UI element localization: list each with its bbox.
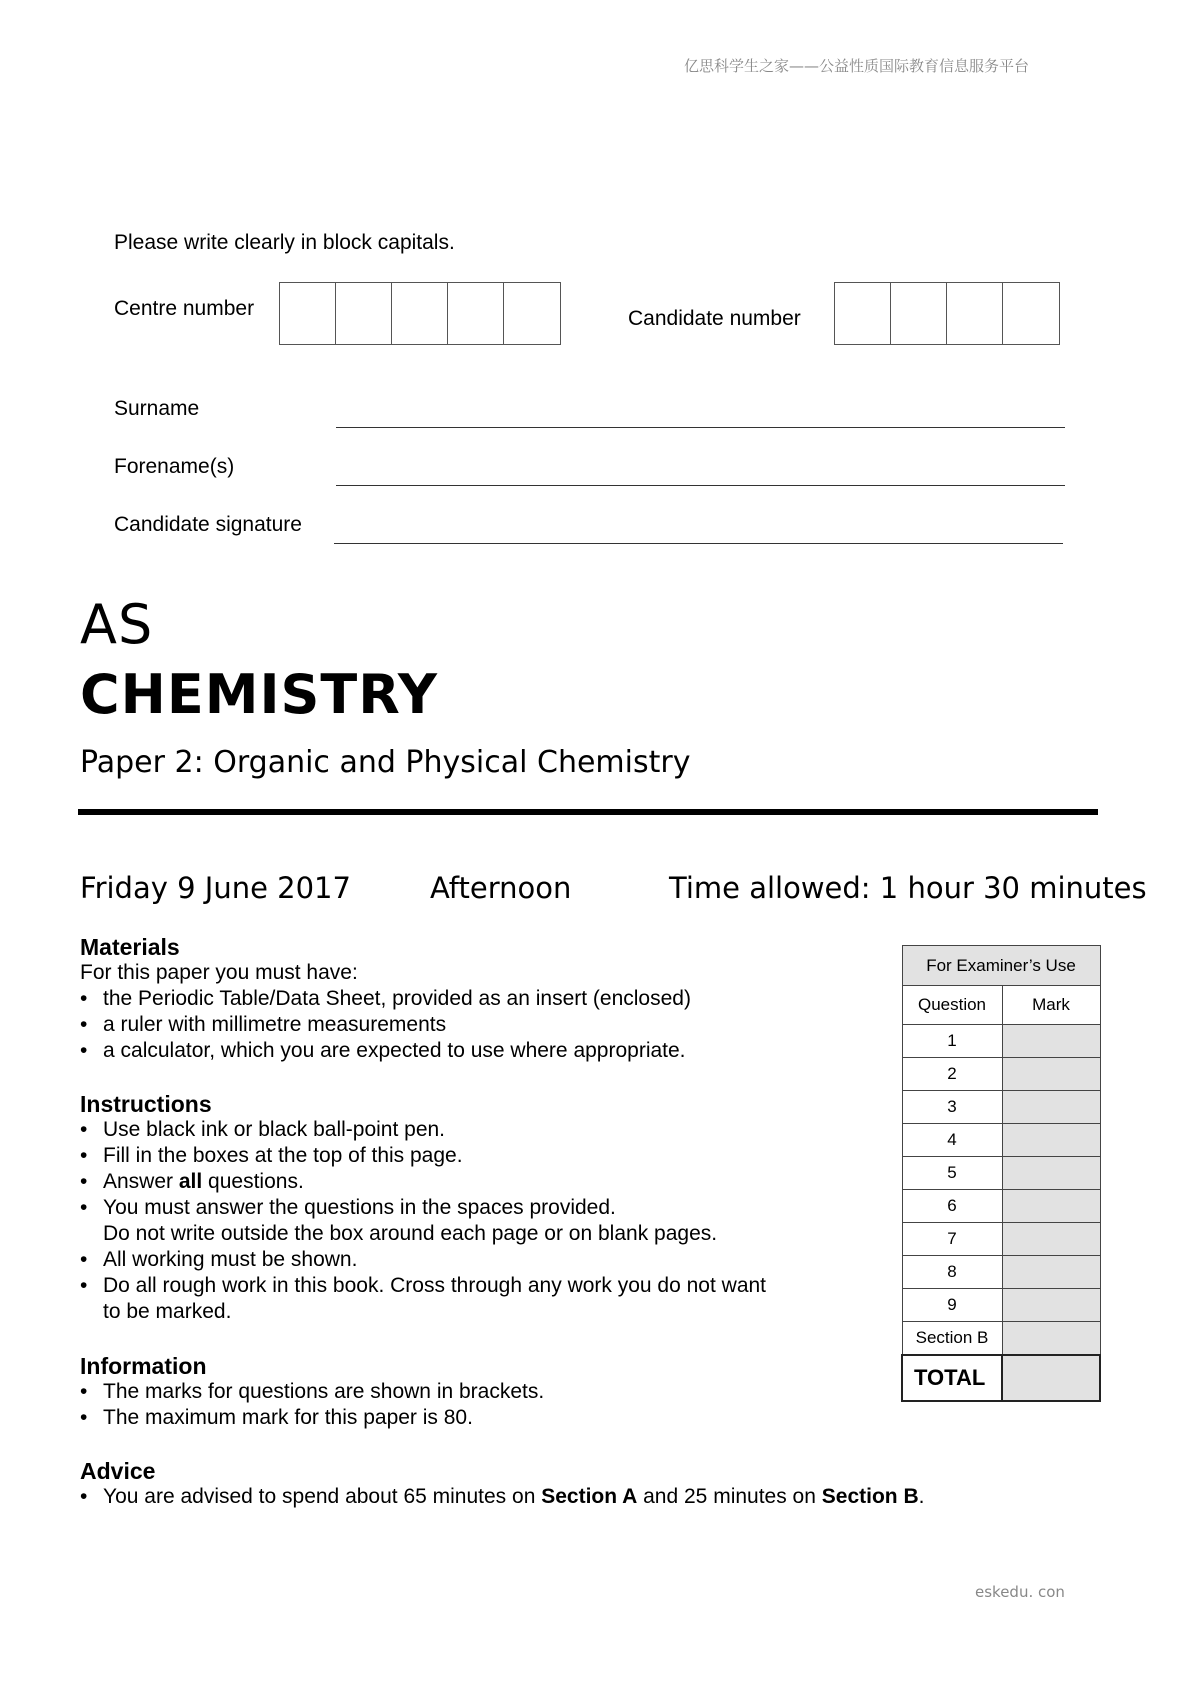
mark-cell — [1002, 1322, 1100, 1356]
level-title: AS — [80, 593, 154, 656]
list-item: • The marks for questions are shown in brackets. — [80, 1379, 860, 1405]
information-list — [80, 1379, 860, 1431]
centre-number-box[interactable] — [280, 283, 336, 344]
mark-cell — [1002, 1289, 1100, 1322]
paper-title: Paper 2: Organic and Physical Chemistry — [80, 745, 691, 780]
examiner-table-heading: For Examiner’s Use — [902, 946, 1100, 986]
centre-number-label: Centre number — [114, 297, 255, 320]
list-item: • All working must be shown. — [80, 1247, 860, 1273]
mark-cell — [1002, 1190, 1100, 1223]
advice-text: and 25 minutes on — [637, 1485, 822, 1508]
question-number: 8 — [902, 1256, 1002, 1289]
question-number: 9 — [902, 1289, 1002, 1322]
exam-time-allowed: Time allowed: 1 hour 30 minutes — [669, 871, 1147, 905]
advice-text: . — [918, 1485, 925, 1508]
watermark-top: 亿思科学生之家——公益性质国际教育信息服务平台 — [684, 57, 1030, 75]
list-item: • Use black ink or black ball-point pen. — [80, 1117, 860, 1143]
list-item — [80, 1273, 860, 1325]
question-number: 5 — [902, 1157, 1002, 1190]
signature-line[interactable] — [334, 543, 1063, 544]
candidate-number-box[interactable] — [947, 283, 1003, 344]
centre-number-box[interactable] — [504, 283, 560, 344]
mark-cell — [1002, 1157, 1100, 1190]
instructions-list — [80, 1117, 860, 1325]
question-number: 2 — [902, 1058, 1002, 1091]
candidate-number-box[interactable] — [891, 283, 947, 344]
mark-column-header: Mark — [1002, 986, 1100, 1025]
centre-number-box[interactable] — [448, 283, 504, 344]
candidate-number-box[interactable] — [835, 283, 891, 344]
list-item-text: Do all rough work in this book. Cross through any work you do not want — [103, 1274, 767, 1297]
form-instruction: Please write clearly in block capitals. — [114, 231, 455, 254]
question-number: 4 — [902, 1124, 1002, 1157]
answer-emphasis: all — [178, 1170, 203, 1193]
mark-cell — [1002, 1124, 1100, 1157]
materials-heading: Materials — [80, 934, 180, 960]
list-item-continuation: Do not write outside the box around each page or on blank pages. — [103, 1222, 718, 1245]
materials-section — [80, 934, 860, 1064]
question-number: 3 — [902, 1091, 1002, 1124]
list-item-text: You must answer the questions in the spaces provided. — [103, 1196, 616, 1219]
materials-intro: For this paper you must have: — [80, 961, 358, 984]
instructions-heading: Instructions — [80, 1091, 212, 1117]
list-item — [80, 1195, 860, 1247]
question-number: 7 — [902, 1223, 1002, 1256]
subject-title: CHEMISTRY — [80, 663, 438, 726]
signature-label: Candidate signature — [114, 513, 302, 536]
candidate-number-box[interactable] — [1003, 283, 1059, 344]
mark-cell — [1002, 1058, 1100, 1091]
list-item: • a calculator, which you are expected to use where appropriate. — [80, 1038, 860, 1064]
section-b-label: Section B — [902, 1322, 1002, 1356]
advice-section — [80, 1458, 980, 1510]
mark-cell — [1002, 1025, 1100, 1058]
answer-prefix: Answer — [103, 1170, 179, 1193]
exam-session: Afternoon — [430, 871, 572, 905]
surname-line[interactable] — [336, 427, 1065, 428]
candidate-number-label: Candidate number — [628, 307, 801, 330]
candidate-number-boxes — [834, 282, 1060, 345]
advice-section-b: Section B — [821, 1485, 919, 1508]
advice-section-a: Section A — [541, 1485, 638, 1508]
advice-list — [80, 1484, 980, 1510]
list-item — [80, 1169, 860, 1195]
forenames-label: Forename(s) — [114, 455, 235, 478]
list-item: • a ruler with millimetre measurements — [80, 1012, 860, 1038]
information-heading: Information — [80, 1353, 207, 1379]
list-item: • The maximum mark for this paper is 80. — [80, 1405, 860, 1431]
question-column-header: Question — [902, 986, 1002, 1025]
information-section — [80, 1353, 860, 1431]
centre-number-box[interactable] — [336, 283, 392, 344]
list-item: • Fill in the boxes at the top of this page. — [80, 1143, 860, 1169]
advice-text: You are advised to spend about 65 minutes on — [103, 1485, 542, 1508]
examiner-use-table — [901, 945, 1101, 1402]
title-rule — [78, 809, 1098, 815]
watermark-bottom: eskedu. con — [975, 1583, 1065, 1601]
question-number: 1 — [902, 1025, 1002, 1058]
list-item: • the Periodic Table/Data Sheet, provided as an insert (enclosed) — [80, 986, 860, 1012]
advice-heading: Advice — [80, 1458, 156, 1484]
mark-cell — [1002, 1091, 1100, 1124]
total-mark-cell — [1002, 1355, 1100, 1401]
centre-number-boxes — [279, 282, 561, 345]
mark-cell — [1002, 1256, 1100, 1289]
surname-label: Surname — [114, 397, 200, 420]
question-number: 6 — [902, 1190, 1002, 1223]
materials-list — [80, 986, 860, 1064]
exam-date: Friday 9 June 2017 — [80, 871, 351, 905]
instructions-section — [80, 1091, 860, 1325]
forenames-line[interactable] — [336, 485, 1065, 486]
list-item-continuation: to be marked. — [103, 1300, 232, 1323]
mark-cell — [1002, 1223, 1100, 1256]
answer-suffix: questions. — [202, 1170, 304, 1193]
centre-number-box[interactable] — [392, 283, 448, 344]
total-label: TOTAL — [902, 1355, 1002, 1401]
list-item — [80, 1484, 980, 1510]
